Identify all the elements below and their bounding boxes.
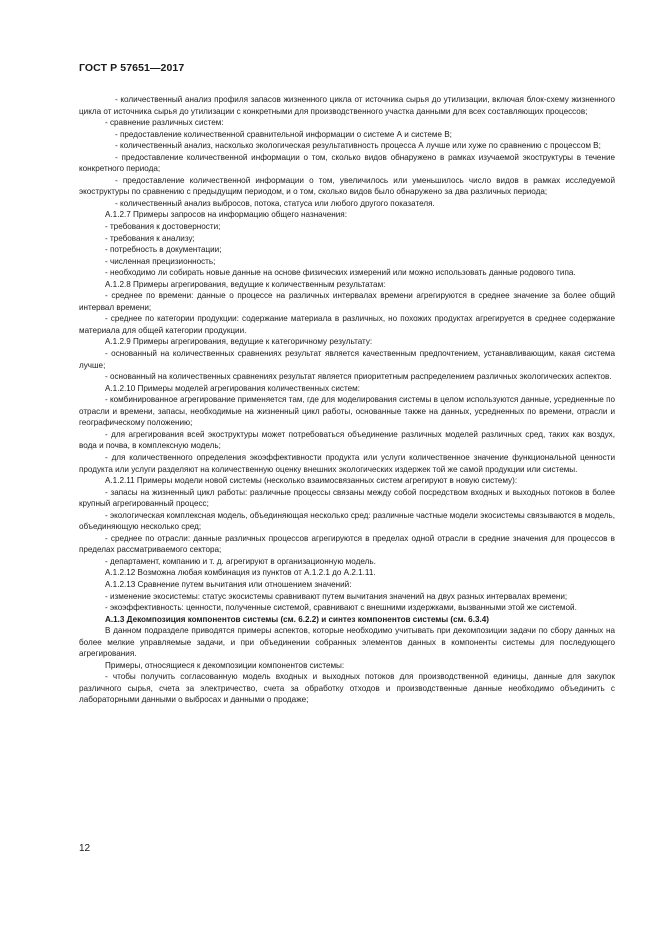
paragraph: - количественный анализ выбросов, потока, статуса или любого другого показателя. xyxy=(115,198,435,208)
paragraph: А.1.2.10 Примеры моделей агрегирования количественных систем: xyxy=(105,383,360,393)
paragraph: - численная прецизионность; xyxy=(105,256,216,266)
paragraph: - среднее по категории продукции: содержание материала в различных, но похожих продуктах агрегируется в среднее содержание материала для общей категории продукции. xyxy=(79,314,615,335)
paragraph: - для количественного определения экоэффективности продукта или услуги количественное значение функциональной ценности продукта или услуги разделяют на количественную оценку внешних экологических издержек той же самой продукции или системы. xyxy=(79,452,615,474)
paragraph: - предоставление количественной информации о том, сколько видов обнаружено в рамках изучаемой экоструктуры в течение конкретного периода; xyxy=(79,152,615,174)
document-header: ГОСТ Р 57651—2017 xyxy=(79,62,185,74)
section-heading: А.1.3 Декомпозиция компонентов системы (см. 6.2.2) и синтез компонентов системы (см. 6.3.4) xyxy=(105,614,489,624)
paragraph: - экоэффективность: ценности, полученные системой, сравнивают с внешними издержками, вызванными этой же системой. xyxy=(105,603,577,613)
paragraph: - департамент, компанию и т. д. агрегируют в организационную модель. xyxy=(105,556,376,566)
paragraph: В данном подразделе приводятся примеры аспектов, которые необходимо учитывать при декомпозиции задачи по сбору данных на более мелкие управляемые задачи, и при объединении собранных элементов данных в компоненты системы для последующего агрегирования. xyxy=(79,626,615,659)
paragraph: - изменение экосистемы: статус экосистемы сравнивают путем вычитания значений на двух разных интервалах времени; xyxy=(105,591,568,601)
paragraph: А.1.2.12 Возможна любая комбинация из пунктов от А.1.2.1 до А.2.1.11. xyxy=(105,568,376,578)
paragraph: Примеры, относящиеся к декомпозиции компонентов системы: xyxy=(105,660,345,670)
document-body xyxy=(79,94,615,706)
paragraph: А.1.2.9 Примеры агрегирования, ведущие к категоричному результату: xyxy=(105,337,373,347)
page-number: 12 xyxy=(79,843,91,854)
paragraph: - чтобы получить согласованную модель входных и выходных потоков для производственной единицы, данные для закупок различного сырья, счета за электричество, счета за обработку отходов и производственные данные необходимо объединить с лабораторными данными о выбросах и данными о продаже; xyxy=(79,672,615,705)
paragraph: - количественный анализ профиля запасов жизненного цикла от источника сырья до утилизации, включая блок-схему жизненного цикла от источника сырья до утилизации с конкретными для производственного участка данными для всех составляющих процессов; xyxy=(79,95,615,116)
paragraph: - потребность в документации; xyxy=(105,245,222,255)
paragraph: - требования к анализу; xyxy=(105,233,195,243)
paragraph: - сравнение различных систем: xyxy=(105,118,224,128)
paragraph: - запасы на жизненный цикл работы: различные процессы связаны между собой посредством входных и выходных потоков в более крупный агрегированный процесс; xyxy=(79,487,615,509)
paragraph: - предоставление количественной информации о том, увеличилось или уменьшилось число видов в рамках исследуемой экоструктуры по сравнению с предыдущим периодом, и о том, сколько видов было обнаружено за два различных периода; xyxy=(79,175,615,197)
paragraph: - количественный анализ, насколько экологическая результативность процесса А лучше или хуже по сравнению с процессом В; xyxy=(115,141,601,151)
paragraph: - основанный на количественных сравнениях результат является качественным предпочтением, устанавливающим, какая система лучше; xyxy=(79,349,615,370)
paragraph: А.1.2.8 Примеры агрегирования, ведущие к количественным результатам: xyxy=(105,279,386,289)
paragraph: - основанный на количественных сравнениях результат является приоритетным распределением различных экологических аспектов. xyxy=(105,372,612,382)
paragraph: - необходимо ли собирать новые данные на основе физических измерений или можно использовать данные родового типа. xyxy=(105,268,576,278)
paragraph: А.1.2.13 Сравнение путем вычитания или отношением значений: xyxy=(105,579,352,589)
paragraph: - среднее по отрасли: данные различных процессов агрегируются в пределах одной отрасли в средние значения для процессов в пределах рассматриваемого сектора; xyxy=(79,533,615,555)
paragraph: - предоставление количественной сравнительной информации о системе А и системе В; xyxy=(115,129,452,139)
paragraph: - требования к достоверности; xyxy=(105,222,221,232)
paragraph: - экологическая комплексная модель, объединяющая несколько сред: различные частные модели экосистемы связываются в модель, объединяющую несколько сред; xyxy=(79,510,615,532)
paragraph: - комбинированное агрегирование применяется там, где для моделирования системы в целом используются данные, усредненные по отрасли и времени, запасы, необходимые на жизненный цикл работы, основанные также на данных, усредненных по времени, отрасли и географическому положению; xyxy=(79,395,615,428)
paragraph: - для агрегирования всей экоструктуры может потребоваться объединение различных моделей различных сред, таких как воздух, вода и почва, в комплексную модель; xyxy=(79,429,615,451)
paragraph: А.1.2.7 Примеры запросов на информацию общего назначения: xyxy=(105,210,347,220)
paragraph: А.1.2.11 Примеры модели новой системы (несколько взаимосвязанных систем агрегируют в новую систему): xyxy=(105,476,518,486)
paragraph: - среднее по времени: данные о процессе на различных интервалах времени агрегируются в среднее значение за более общий интервал времени; xyxy=(79,291,615,312)
